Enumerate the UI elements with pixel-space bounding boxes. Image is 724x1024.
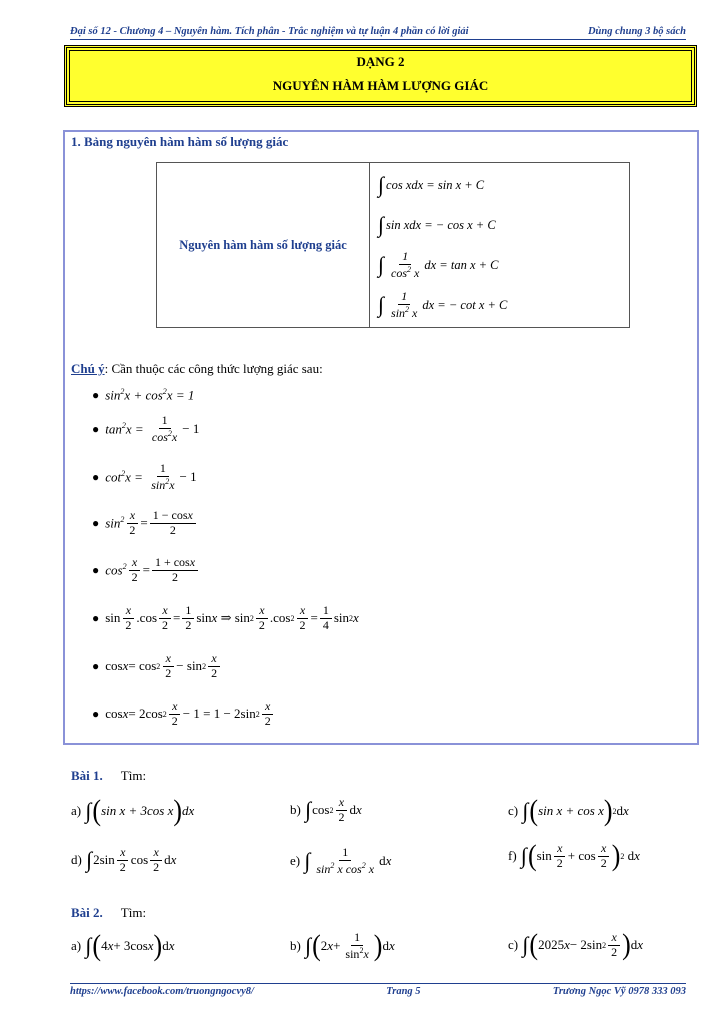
banner-line1: DẠNG 2 [356, 54, 405, 69]
title-banner [64, 45, 697, 107]
bai2-label: Bài 2. [71, 905, 103, 920]
note-label: Chú ý [71, 361, 105, 376]
identity-6: ● sin $\frac{x}{2}$ .cos $\frac{x}{2}$ = $\frac{1}{2}$ sin x ⇒ sin 2 $\frac{x}{2}$ .cos 2 $\frac{x}{2}$ = $\frac{1}{4}$ sin 2 x [92, 603, 359, 632]
bai1-text: Tìm: [120, 768, 147, 783]
identity-2: ● $\tan^2x$ = $\frac{1}{\cos^2x}$ − 1 [92, 413, 200, 444]
footer-author: Trương Ngọc Vỹ 0978 333 093 [552, 986, 686, 997]
bai2-b: b) ∫ ( 2 x + $\frac{1}{\sin^2x}$ ) d x [290, 929, 395, 963]
identity-8: ● cos x = 2cos 2 $\frac{x}{2}$ − 1 = 1 − 2sin 2 $\frac{x}{2}$ [92, 700, 276, 729]
page-header [70, 26, 686, 40]
note [71, 361, 323, 377]
identity-1: ● $\sin^2x + \cos^2x = 1$ [92, 387, 195, 403]
note-text: : Cần thuộc các công thức lượng giác sau: [104, 361, 323, 376]
identity-3: ● $\cot^2x$ = $\frac{1}{\sin^2x}$ − 1 [92, 461, 197, 492]
bai1-label: Bài 1. [71, 768, 103, 783]
footer-link[interactable]: https://www.facebook.com/truongngocvy8/ [70, 986, 254, 997]
identity-4: ● $\sin^2$ $\frac{x}{2}$ = $\frac{1 - \cos x}{2}$ [92, 509, 198, 538]
bai1-heading [71, 768, 146, 784]
bai1-f: f) ∫ ( sin $\frac{x}{2}$ + cos $\frac{x}{2}$ ) 2 d x [508, 839, 640, 873]
formula-cell: ∫ cos xdx = sin x + C ∫ sin xdx = − cos x + C ∫ $\frac{1}{\cos^2 x}$ dx = tan x + C ∫ $\frac{1}{\sin^2 x}$ dx = − cot x + C [370, 163, 630, 328]
formula-tan: dx = tan x + C [424, 257, 499, 272]
header-left: Đại số 12 - Chương 4 – Nguyên hàm. Tích phân - Trắc nghiệm và tự luận 4 phần có lời giải [70, 26, 469, 37]
section-title: 1. Bảng nguyên hàm hàm số lượng giác [71, 134, 289, 149]
banner-line2: NGUYÊN HÀM HÀM LƯỢNG GIÁC [272, 78, 489, 93]
page-footer [70, 983, 686, 997]
formula-cos: cos xdx = sin x + C [386, 177, 485, 192]
header-right: Dùng chung 3 bộ sách [587, 26, 686, 37]
bai1-c: c) ∫ ( sin x + cos x ) 2 d x [508, 793, 629, 828]
bai1-d: d) ∫ 2sin $\frac{x}{2}$ cos $\frac{x}{2}$ d x [71, 845, 177, 874]
bai1-e: e) ∫ $\frac{1}{\sin^2 x \cos^2 x}$ d x [290, 845, 392, 876]
formula-table [156, 162, 630, 328]
formula-sin: sin xdx = − cos x + C [386, 217, 496, 232]
bai2-heading [71, 905, 146, 921]
table-row-label: Nguyên hàm hàm số lượng giác [157, 163, 370, 328]
bai1-a: a) ∫ ( sin x + 3cos x ) dx [71, 793, 195, 828]
identity-7: ● cos x = cos 2 $\frac{x}{2}$ − sin 2 $\frac{x}{2}$ [92, 652, 222, 681]
bai2-text: Tìm: [120, 905, 147, 920]
formula-cot: dx = − cot x + C [422, 297, 508, 312]
bai2-c: c) ∫ ( 2025 x − 2sin 2 $\frac{x}{2}$ ) d x [508, 928, 644, 962]
bai1-b: b) ∫ cos 2 $\frac{x}{2}$ d x [290, 795, 362, 824]
page-number: Trang 5 [386, 986, 421, 997]
bai2-a: a) ∫ ( 4 x + 3cos x ) d x [71, 928, 175, 963]
identity-5: ● $\cos^2$ $\frac{x}{2}$ = $\frac{1 + \cos x}{2}$ [92, 556, 200, 585]
